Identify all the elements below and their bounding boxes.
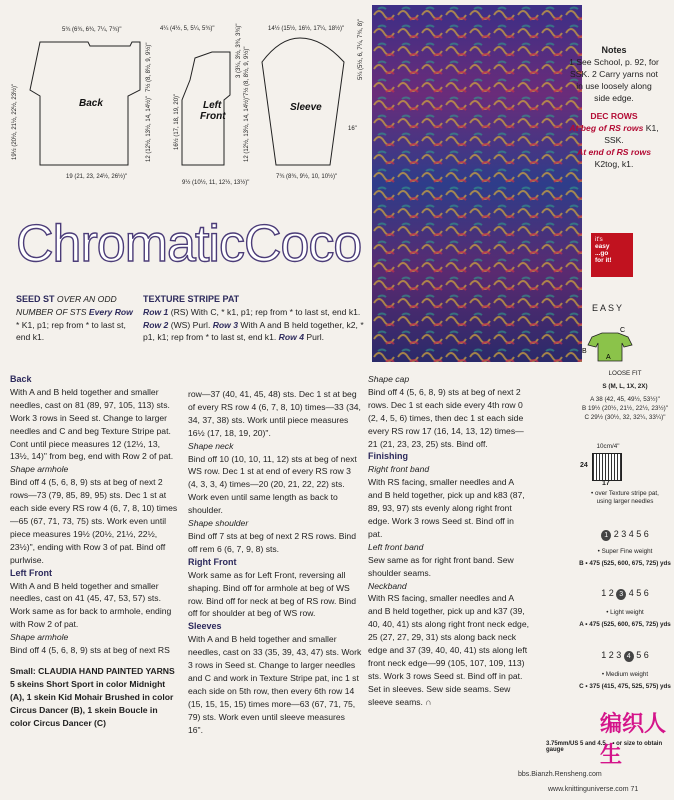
- paragraph: Bind off 4 (5, 6, 8, 9) sts at beg of next 2 rows—73 (79, 85, 89, 95) sts. Dec 1 st at each side every RS row 4 (6, 7, 8, 10) times—65 (67, 71, 73, 75) sts. Work even until piece measures 19½ (20½, 21½, 22½, 23½)", ending with Row 3 of pat. Bind off purlwise.: [10, 477, 178, 565]
- sleeve-top-width: 14½ (15½, 16½, 17¼, 18½)": [268, 26, 345, 32]
- yarn-weight-icon: 4: [624, 651, 634, 662]
- yarn-materials: Small: CLAUDIA HAND PAINTED YARNS 5 skeins Short Sport in color Midnight (A), 1 skein Kid Mohair Brushed in color Circus Dancer (B), 1 skein Boucle in color Circus Dancer (C): [10, 665, 175, 728]
- section-heading: Sleeves: [188, 621, 222, 632]
- front-label-1: Left: [203, 100, 222, 111]
- svg-text:B: B: [582, 348, 587, 355]
- yarn-fabric-photo: [372, 5, 582, 362]
- subheading: Right front band: [368, 464, 430, 475]
- dec1-text2: SSK.: [604, 135, 624, 145]
- badge-line: easy: [595, 243, 610, 250]
- texture-row-label: Row 3: [212, 319, 239, 330]
- dec2-label: At end of RS rows: [576, 147, 651, 157]
- gauge-label: 10cm/4": [596, 443, 620, 450]
- texture-row-label: Row 1: [143, 306, 169, 317]
- front-label-2: Front: [200, 111, 226, 122]
- paragraph: Work same as for Left Front, reversing all shaping. Bind off for armhole at beg of WS row. Bind off for neck at beg of RS row. Bind off for shoulder at beg of WS row.: [188, 569, 356, 619]
- yarn-weight-icon: 3: [616, 589, 626, 600]
- paragraph: Bind off 7 sts at beg of next 2 RS rows. Bind off rem 6 (6, 7, 9, 8) sts.: [188, 530, 356, 554]
- watermark-logo: 编织人生: [600, 711, 667, 767]
- back-armhole-height: 7½ (8, 8½, 9, 9½)": [146, 42, 152, 92]
- subheading: Neckband: [368, 580, 407, 591]
- paragraph: With A and B held together and smaller needles, cast on 33 (35, 39, 43, 47) sts. Work 3 rows in Seed st. Change to larger needles and C and work in Texture Stripe pat, inc 1 st each side on 5th row, then every 6th row 14 (15, 15, 15, 15) times more—63 (67, 71, 75, 79) sts. Work even until sleeve measures 16".: [188, 634, 362, 735]
- texture-row-text: Purl.: [306, 332, 325, 343]
- yarn-yardage: B • 475 (525, 600, 675, 725) yds: [579, 560, 671, 567]
- yarn-weight-name: • Medium weight: [601, 671, 649, 678]
- paragraph: Bind off 4 (5, 6, 8, 9) sts at beg of next 2 rows. Dec 1 st each side every 4th row 0 (2, 4, 5, 6) times, then dec 1 st each side every RS row 17 (16, 14, 13, 12) times—21 (21, 23, 23, 25) sts. Bind off.: [368, 386, 524, 449]
- texture-row-text: (RS) With C, * k1, p1; rep from * to last st, end k1.: [170, 306, 361, 317]
- subheading: Shape armhole: [10, 632, 69, 643]
- front-shoulder: 3 (3¼, 3½, 3¾, 3¾)": [236, 23, 242, 78]
- gauge-note-1: • over Texture stripe pat,: [591, 490, 659, 497]
- yarn-weight-scale: 5 6: [636, 650, 649, 660]
- back-left-height: 19½ (20½, 21½, 22½, 23½)": [12, 83, 18, 160]
- back-bottom-width: 19 (21, 23, 24½, 26½)": [66, 174, 128, 180]
- yarn-weight-scale: 4 5 6: [628, 588, 649, 598]
- paragraph: With A and B held together and smaller needles, cast on 81 (89, 97, 105, 113) sts. Work 3 rows in Seed st. Change to larger needles and C and beg Texture Stripe pat. Cont until piece measures 12 (12½, 13, 13½, 14)" from beg, end with Row 2 of pat.: [10, 386, 174, 462]
- texture-row-text: With A and B held together, k2, * p1, k1; rep from * to last st, end k1.: [143, 319, 364, 343]
- gauge-note-2: using larger needles: [596, 498, 654, 505]
- texture-row-text: (WS) Purl.: [170, 319, 211, 330]
- notes-line: 1 See School, p. 92, for: [569, 57, 659, 67]
- back-side-height: 12 (12½, 13½, 14, 14½)": [146, 95, 152, 162]
- instructions-column-1: [10, 373, 180, 729]
- sleeve-bottom-width: 7¾ (8¾, 9½, 10, 10½)": [276, 174, 338, 180]
- paragraph: Sew same as for right front band. Sew shoulder seams.: [368, 554, 514, 578]
- svg-text:A: A: [606, 354, 611, 361]
- seed-st-sub: OVER AN ODD NUMBER OF STS: [16, 294, 117, 317]
- dec-rows-heading: DEC ROWS: [590, 111, 638, 121]
- svg-text:C: C: [620, 327, 626, 334]
- subheading: Left front band: [368, 541, 424, 552]
- dec1-text: K1,: [645, 123, 659, 133]
- front-top-width: 4¼ (4½, 5, 5¼, 5¾)": [160, 26, 215, 32]
- dec1-label: At beg of RS rows: [569, 123, 644, 133]
- fit-label: LOOSE FIT: [608, 370, 642, 377]
- paragraph: Set in sleeves. Sew side seams. Sew sleeve seams. ∩: [368, 683, 511, 707]
- notes-panel: [560, 44, 668, 170]
- subheading: Shape armhole: [10, 464, 69, 475]
- back-top-width: 5¾ (6¾, 6¾, 7¼, 7¾)": [62, 27, 122, 33]
- yarn-weight-row: [578, 588, 672, 600]
- gauge-swatch: [592, 453, 622, 481]
- page-footer: www.knittinguniverse.com 71: [548, 786, 639, 793]
- seed-st-block: [16, 293, 134, 344]
- seed-st-heading: SEED ST: [16, 294, 55, 304]
- front-bottom-width: 9½ (10½, 11, 12½, 13½)": [182, 180, 250, 186]
- yarn-weight-row: [578, 529, 672, 541]
- fit-sizes: S (M, L, 1X, 2X): [602, 383, 648, 390]
- texture-row-label: Row 4: [278, 332, 304, 343]
- texture-stripe-block: [143, 293, 369, 344]
- pattern-title: ChromaticCoco: [16, 215, 362, 273]
- notes-line: side edge.: [594, 93, 634, 103]
- texture-heading: TEXTURE STRIPE PAT: [143, 294, 240, 304]
- yarn-yardage: A • 475 (525, 600, 675, 725) yds: [579, 621, 671, 628]
- front-side-height: 12 (12½, 13½, 14, 14½)": [244, 95, 250, 162]
- section-heading: Finishing: [368, 451, 408, 462]
- paragraph: row—37 (40, 41, 45, 48) sts. Dec 1 st at beg of every RS row 4 (6, 7, 8, 10) times—33 (34, 34, 37, 38) sts. Work until piece measures 16½ (17, 18, 19, 20)".: [188, 389, 361, 438]
- fit-b: B 19½ (20½, 21½, 22½, 23½)": [582, 405, 668, 412]
- front-height: 16½ (17, 18, 19, 20)": [174, 93, 180, 150]
- notes-line: in use loosely along: [576, 81, 652, 91]
- yarn-yardage: C • 375 (415, 475, 525, 575) yds: [579, 683, 671, 690]
- subheading: Shape cap: [368, 374, 410, 384]
- instructions-column-2: [188, 388, 362, 736]
- yarn-weight-icon: 1: [601, 530, 611, 541]
- notes-line: SSK. 2 Carry yarns not: [570, 69, 658, 79]
- yarn-weight-row: [578, 650, 672, 662]
- yarn-weight-scale: 1 2: [601, 588, 614, 598]
- yarn-weight-scale: 2 3 4 5 6: [613, 529, 649, 539]
- subheading: Shape neck: [188, 440, 234, 451]
- badge-line: for it!: [595, 257, 612, 264]
- needle-info: 3.75mm/US 5 and 4.5... • or size to obtain gauge: [546, 741, 663, 753]
- fit-diagram: [580, 325, 640, 365]
- easy-badge: [591, 233, 633, 277]
- gauge-rows: 17: [602, 480, 610, 487]
- difficulty-label: EASY: [591, 303, 624, 313]
- section-heading: Back: [10, 374, 32, 384]
- sleeve-label: Sleeve: [290, 102, 322, 113]
- section-heading: Right Front: [188, 556, 237, 567]
- dec2-text: K2tog, k1.: [594, 159, 634, 169]
- section-heading: Left Front: [10, 567, 52, 578]
- paragraph: With RS facing, smaller needles and A and B held together, pick up and k37 (39, 40, 40, 41) sts along right front neck edge, 25 (27, 27, 29, 31) sts along back neck edge and 37 (39, 40, 40, 41) sts along left front neck edge—99 (105, 107, 109, 113) sts. Work 3 rows Seed st. Bind off in pat.: [368, 593, 529, 681]
- schematic-diagrams: [0, 0, 370, 190]
- gauge-sts: 24: [580, 462, 588, 469]
- watermark-url: bbs.Bianzh.Rensheng.com: [518, 771, 602, 778]
- fit-c: C 29½ (30½, 32, 32¼, 33¼)": [584, 414, 666, 421]
- paragraph: Bind off 10 (10, 10, 11, 12) sts at beg of next WS row. Dec 1 st at end of every RS row 3 (4, 3, 3, 4) times—20 (20, 21, 22, 22) sts. Work even until same length as back to shoulder.: [188, 453, 357, 516]
- back-label: Back: [79, 98, 103, 109]
- paragraph: Bind off 4 (5, 6, 8, 9) sts at beg of next RS: [10, 645, 170, 656]
- badge-line: ...go: [595, 250, 609, 257]
- paragraph: With RS facing, smaller needles and A and B held together, pick up and k83 (87, 89, 93, 97) sts evenly along right front edge. Work 3 rows Seed st. Bind off in pat.: [368, 477, 525, 539]
- yarn-weight-name: • Light weight: [606, 609, 644, 616]
- subheading: Shape shoulder: [188, 518, 249, 529]
- sleeve-length: 16": [348, 126, 357, 132]
- sleeve-cap-height: 5¼ (5½, 6, 7¼, 7¾, 8)": [358, 18, 364, 80]
- notes-heading: Notes: [601, 45, 627, 55]
- fit-a: A 38 (42, 45, 49½, 53½)": [590, 396, 660, 403]
- instructions-column-3: [368, 373, 530, 709]
- yarn-weight-name: • Super Fine weight: [597, 548, 653, 555]
- badge-line: it's: [595, 236, 603, 243]
- front-armhole-height: 7½ (8, 8½, 9, 9½)": [244, 46, 250, 96]
- seed-st-row-label: Every Row: [88, 306, 133, 317]
- paragraph: With A and B held together and smaller needles, cast on 41 (45, 47, 53, 57) sts. Work same as for back to armhole, ending with Row 2 of pat.: [10, 580, 172, 630]
- seed-st-text: * K1, p1; rep from * to last st, end k1.: [16, 319, 126, 343]
- yarn-weight-scale: 1 2 3: [601, 650, 622, 660]
- texture-row-label: Row 2: [143, 319, 169, 330]
